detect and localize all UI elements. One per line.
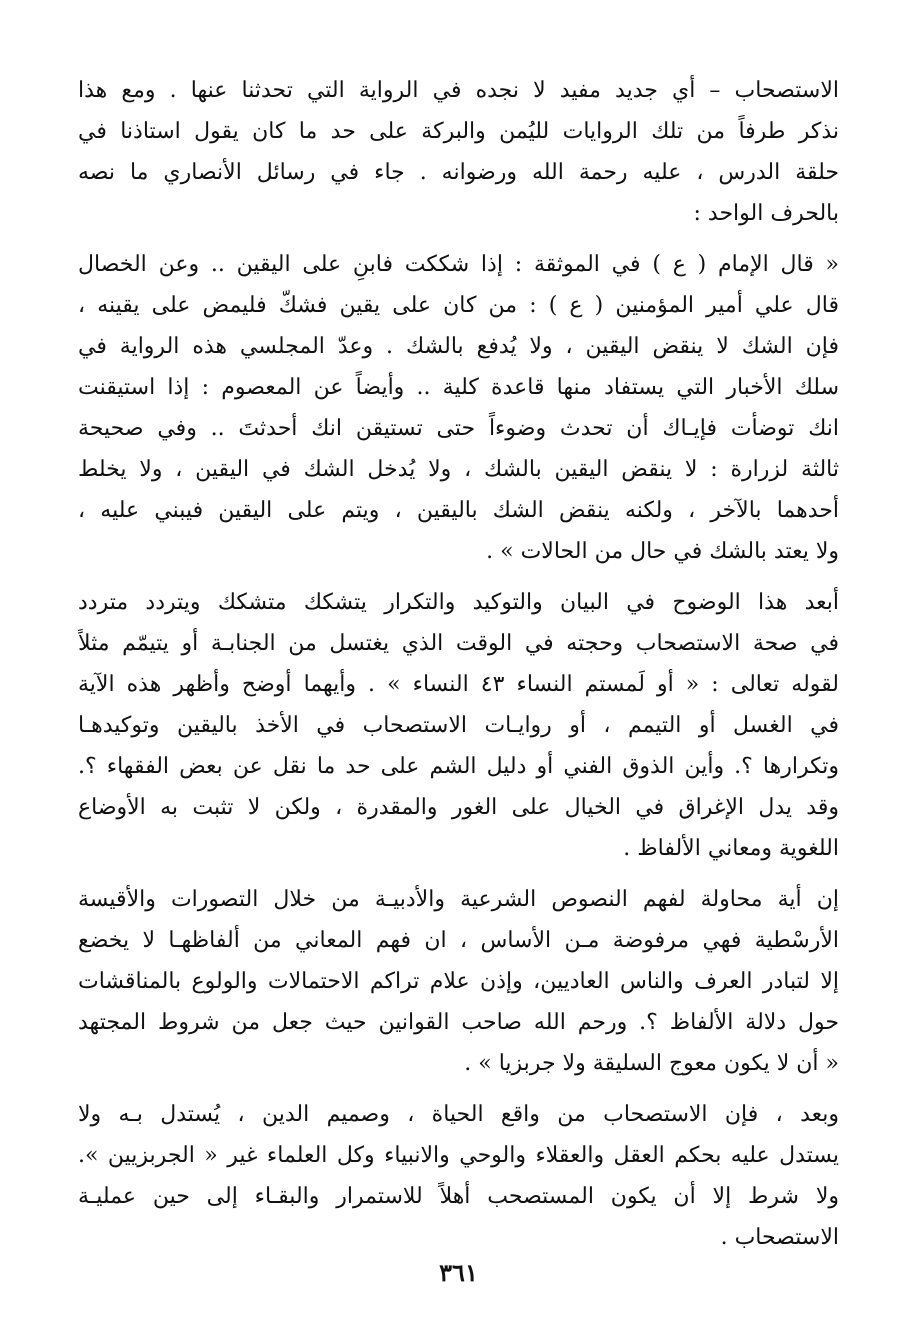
text-line: اللغوية ومعاني الألفاظ .	[623, 836, 839, 861]
text-line: سلك الأخبار التي يستفاد منها قاعدة كلية .. وأيضاً عن المعصوم : إذا استيقنت	[78, 375, 839, 400]
text-line: أحدهما بالآخر ، ولكنه ينقض الشك باليقين ، ويتم على اليقين فيبني عليه ،	[78, 498, 839, 523]
paragraph	[78, 244, 839, 572]
text-line: إلا لتبادر العرف والناس العاديين، وإذن علام تراكم الاحتمالات والولوع بالمناقشات	[78, 969, 839, 994]
text-line: بالحرف الواحد :	[693, 201, 839, 226]
text-line: « أن لا يكون معوج السليقة ولا جربزيا » .	[464, 1051, 839, 1076]
text-line: ثالثة لزرارة : لا ينقض اليقين بالشك ، ولا يُدخل الشك في اليقين ، ولا يخلط	[78, 457, 839, 482]
text-line: وتكرارها ؟. وأين الذوق الفني أو دليل الشم على حد ما نقل عن بعض الفقهاء ؟.	[78, 754, 839, 779]
text-line: قال علي أمير المؤمنين ( ع ) : من كان على يقين فشكّ فليمض على يقينه ،	[78, 293, 839, 318]
text-line: أبعد هذا الوضوح في البيان والتوكيد والتكرار يتشكك متشكك ويتردد متردد	[78, 590, 839, 615]
text-line: الاستصحاب .	[720, 1225, 839, 1250]
text-line: يستدل عليه بحكم العقل والعقلاء والوحي والانبياء وكل العلماء غير « الجربزيين ».	[78, 1143, 839, 1168]
paragraph	[78, 70, 839, 234]
text-line: انك توضأت فإيـاك أن تحدث وضوءاً حتى تستيقن انك أحدثتَ .. وفي صحيحة	[78, 416, 839, 441]
text-body	[78, 70, 839, 1258]
text-line: في الغسل أو التيمم ، أو روايـات الاستصحاب في الأخذ باليقين وتوكيدهـا	[78, 713, 839, 738]
paragraph	[78, 1094, 839, 1258]
text-line: حول دلالة الألفاظ ؟. ورحم الله صاحب القوانين حيث جعل من شروط المجتهد	[78, 1010, 839, 1035]
text-line: في صحة الاستصحاب وحجته في الوقت الذي يغتسل من الجنابـة أو يتيمّم مثلاً	[78, 631, 839, 656]
text-line: وقد يدل الإغراق في الخيال على الغور والمقدرة ، ولكن لا تثبت به الأوضاع	[78, 795, 839, 820]
paragraph	[78, 879, 839, 1084]
text-line: وبعد ، فإن الاستصحاب من واقع الحياة ، وصميم الدين ، يُستدل بـه ولا	[78, 1102, 839, 1127]
text-line: الاستصحاب – أي جديد مفيد لا نجده في الرواية التي تحدثنا عنها . ومع هذا	[78, 78, 839, 103]
paragraph	[78, 582, 839, 869]
text-line: ولا يعتد بالشك في حال من الحالات » .	[486, 539, 839, 564]
text-line: حلقة الدرس ، عليه رحمة الله ورضوانه . جاء في رسائل الأنصاري ما نصه	[78, 160, 839, 185]
text-line: لقوله تعالى : « أو لَمستم النساء ٤٣ النساء » . وأيهما أوضح وأظهر هذه الآية	[78, 672, 839, 697]
page-number: ٣٦١	[439, 1258, 478, 1287]
text-line: ولا شرط إلا أن يكون المستصحب أهلاً للاستمرار والبقـاء إلى حين عمليـة	[78, 1184, 839, 1209]
text-line: إن أية محاولة لفهم النصوص الشرعية والأدبيـة من خلال التصورات والأقيسة	[78, 887, 839, 912]
text-line: فإن الشك لا ينقض اليقين ، ولا يُدفع بالشك . وعدّ المجلسي هذه الرواية في	[78, 334, 839, 359]
text-line: نذكر طرفاً من تلك الروايات لليُمن والبركة على حد ما كان يقول استاذنا في	[78, 119, 839, 144]
text-line: « قال الإمام ( ع ) في الموثقة : إذا شككت فابنِ على اليقين .. وعن الخصال	[78, 252, 839, 277]
text-line: الأرسْطية فهي مرفوضة مـن الأساس ، ان فهم المعاني من ألفاظهـا لا يخضع	[78, 928, 839, 953]
